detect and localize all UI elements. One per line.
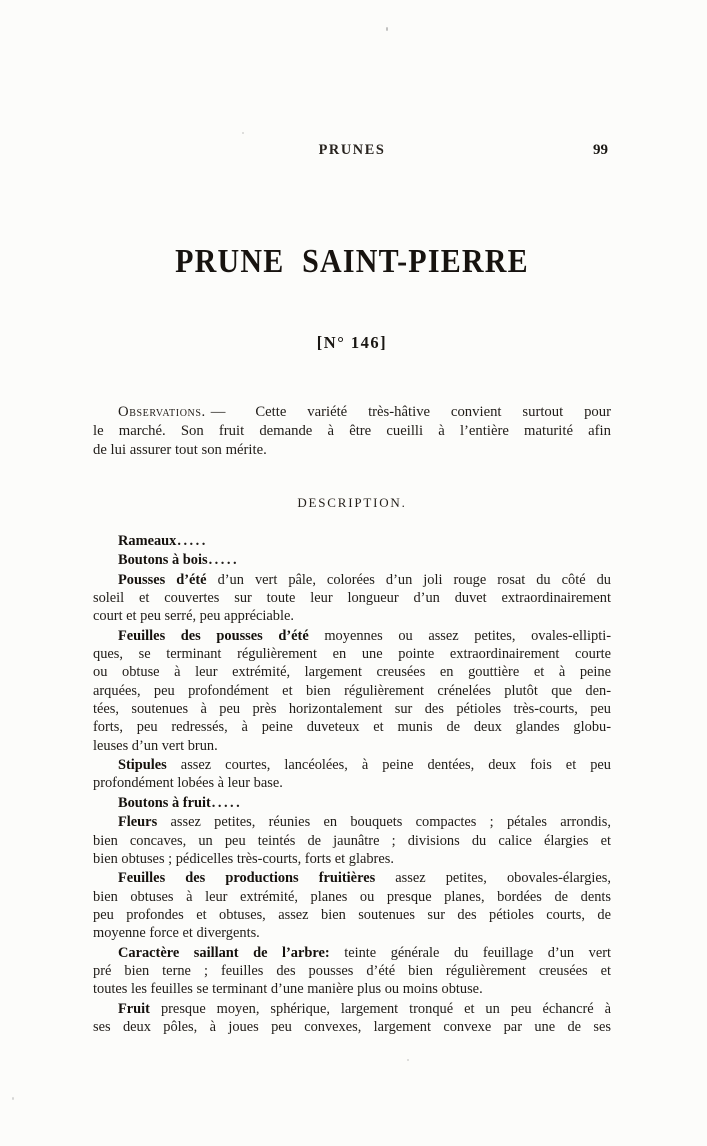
text-line: bien obtuses ; pédicelles très-courts, forts et glabres. — [93, 850, 394, 867]
page-number: 99 — [593, 142, 608, 158]
text-line: soleil et couvertes sur toute leur longueur d’un duvet extraordinairement — [93, 590, 611, 607]
text-line: de lui assurer tout son mérite. — [93, 442, 267, 459]
running-header-title: PRUNES — [318, 142, 386, 158]
text-line: court et peu serré, peu appréciable. — [93, 608, 294, 625]
text-line: pré bien terne ; feuilles des pousses d’été bien régulièrement creusées et — [93, 962, 611, 979]
entry-lead: Stipules — [118, 757, 167, 774]
description-entry — [93, 794, 611, 812]
description-entry — [93, 1000, 611, 1037]
variety-title: PRUNE SAINT-PIERRE — [175, 243, 529, 280]
text-line: moyenne force et divergents. — [93, 925, 260, 942]
description-entry — [93, 551, 611, 569]
text-line: Stipules assez courtes, lancéolées, à peine dentées, deux fois et peu — [118, 757, 611, 774]
description-entry — [93, 756, 611, 793]
entry-lead: Boutons à bois — [118, 552, 208, 569]
text-line: leuses d’un vert brun. — [93, 737, 218, 754]
entry-lead: Caractère saillant de l’arbre: — [118, 944, 330, 961]
entry-lead: Fleurs — [118, 814, 158, 831]
entry-lead: Boutons à fruit — [118, 794, 211, 811]
text-line: forts, peu redressés, à peine duveteux et munis de deux glandes globu- — [93, 719, 611, 736]
text-line: ques, se terminant régulièrement en une pointe extraordinairement courte — [93, 646, 611, 663]
description-entry — [93, 627, 611, 755]
text-line: peu profondes et obtuses, assez bien soutenues sur des pétioles courts, de — [93, 906, 611, 923]
text-line: tées, soutenues à peu près horizontalement sur des pétioles très-courts, peu — [93, 701, 611, 718]
text-line: Pousses d’été d’un vert pâle, colorées d’un joli rouge rosat du côté du — [118, 571, 612, 588]
em-dash: — — [210, 404, 226, 420]
text-line: ou obtuse à leur extrémité, largement creusées en gouttière et à peine — [93, 664, 611, 681]
leader-dots: ..... — [177, 533, 208, 549]
description-entry — [93, 944, 611, 999]
description-heading: DESCRIPTION. — [297, 495, 407, 510]
description-entry — [93, 869, 611, 942]
text-line: Fleurs assez petites, réunies en bouquets compactes ; pétales arrondis, — [118, 814, 611, 831]
entry-lead: Feuilles des pousses d’été — [118, 627, 309, 644]
description-entry — [93, 813, 611, 868]
text-line: Caractère saillant de l’arbre: teinte générale du feuillage d’un vert — [118, 944, 612, 961]
entry-number: [N° 146] — [316, 333, 388, 352]
text-line: le marché. Son fruit demande à être cueilli à l’entière maturité afin — [93, 423, 611, 440]
text-line: bien concaves, un peu teintés de jaunâtre ; divisions du calice élargies et — [93, 832, 611, 849]
page-header — [93, 142, 611, 162]
entry-lead: Observations. — [118, 404, 206, 420]
text-line — [93, 532, 611, 550]
text-line: bien obtuses à leur extrémité, planes ou presque planes, bordées de dents — [93, 888, 611, 905]
scan-speck — [242, 132, 244, 134]
description-entry — [93, 571, 611, 626]
entry-lead: Rameaux — [118, 533, 177, 549]
text-line: toutes les feuilles se terminant d’une manière plus ou moins obtuse. — [93, 981, 483, 998]
text-line: profondément lobées à leur base. — [93, 775, 283, 792]
scan-speck — [386, 27, 388, 31]
text-line — [93, 794, 611, 812]
scan-speck — [407, 1059, 409, 1061]
entry-lead: Fruit — [118, 1000, 150, 1017]
text-line: Feuilles des productions fruitières assez petites, obovales-élargies, — [118, 870, 611, 887]
text-line: Observations. — Cette variété très-hâtive convient surtout pour — [118, 404, 611, 420]
text-line: arquées, peu profondément et bien régulièrement crénelées plutôt que den- — [93, 682, 611, 699]
observations-paragraph — [93, 403, 611, 461]
entry-lead: Pousses d’été — [118, 571, 207, 588]
entry-lead: Feuilles des productions fruitières — [118, 870, 376, 887]
text-line — [93, 551, 611, 569]
text-line: Fruit presque moyen, sphérique, largement tronqué et un peu échancré à — [118, 1000, 611, 1017]
text-line: Feuilles des pousses d’été moyennes ou assez petites, ovales-ellipti- — [118, 627, 611, 644]
description-entry — [93, 532, 611, 550]
leader-dots: ..... — [211, 794, 243, 811]
description-entries — [93, 532, 611, 1037]
leader-dots: ..... — [208, 552, 240, 569]
scan-speck — [12, 1097, 14, 1100]
scan-speck — [557, 845, 560, 846]
text-line: ses deux pôles, à joues peu convexes, largement convexe par une de ses — [93, 1018, 611, 1035]
